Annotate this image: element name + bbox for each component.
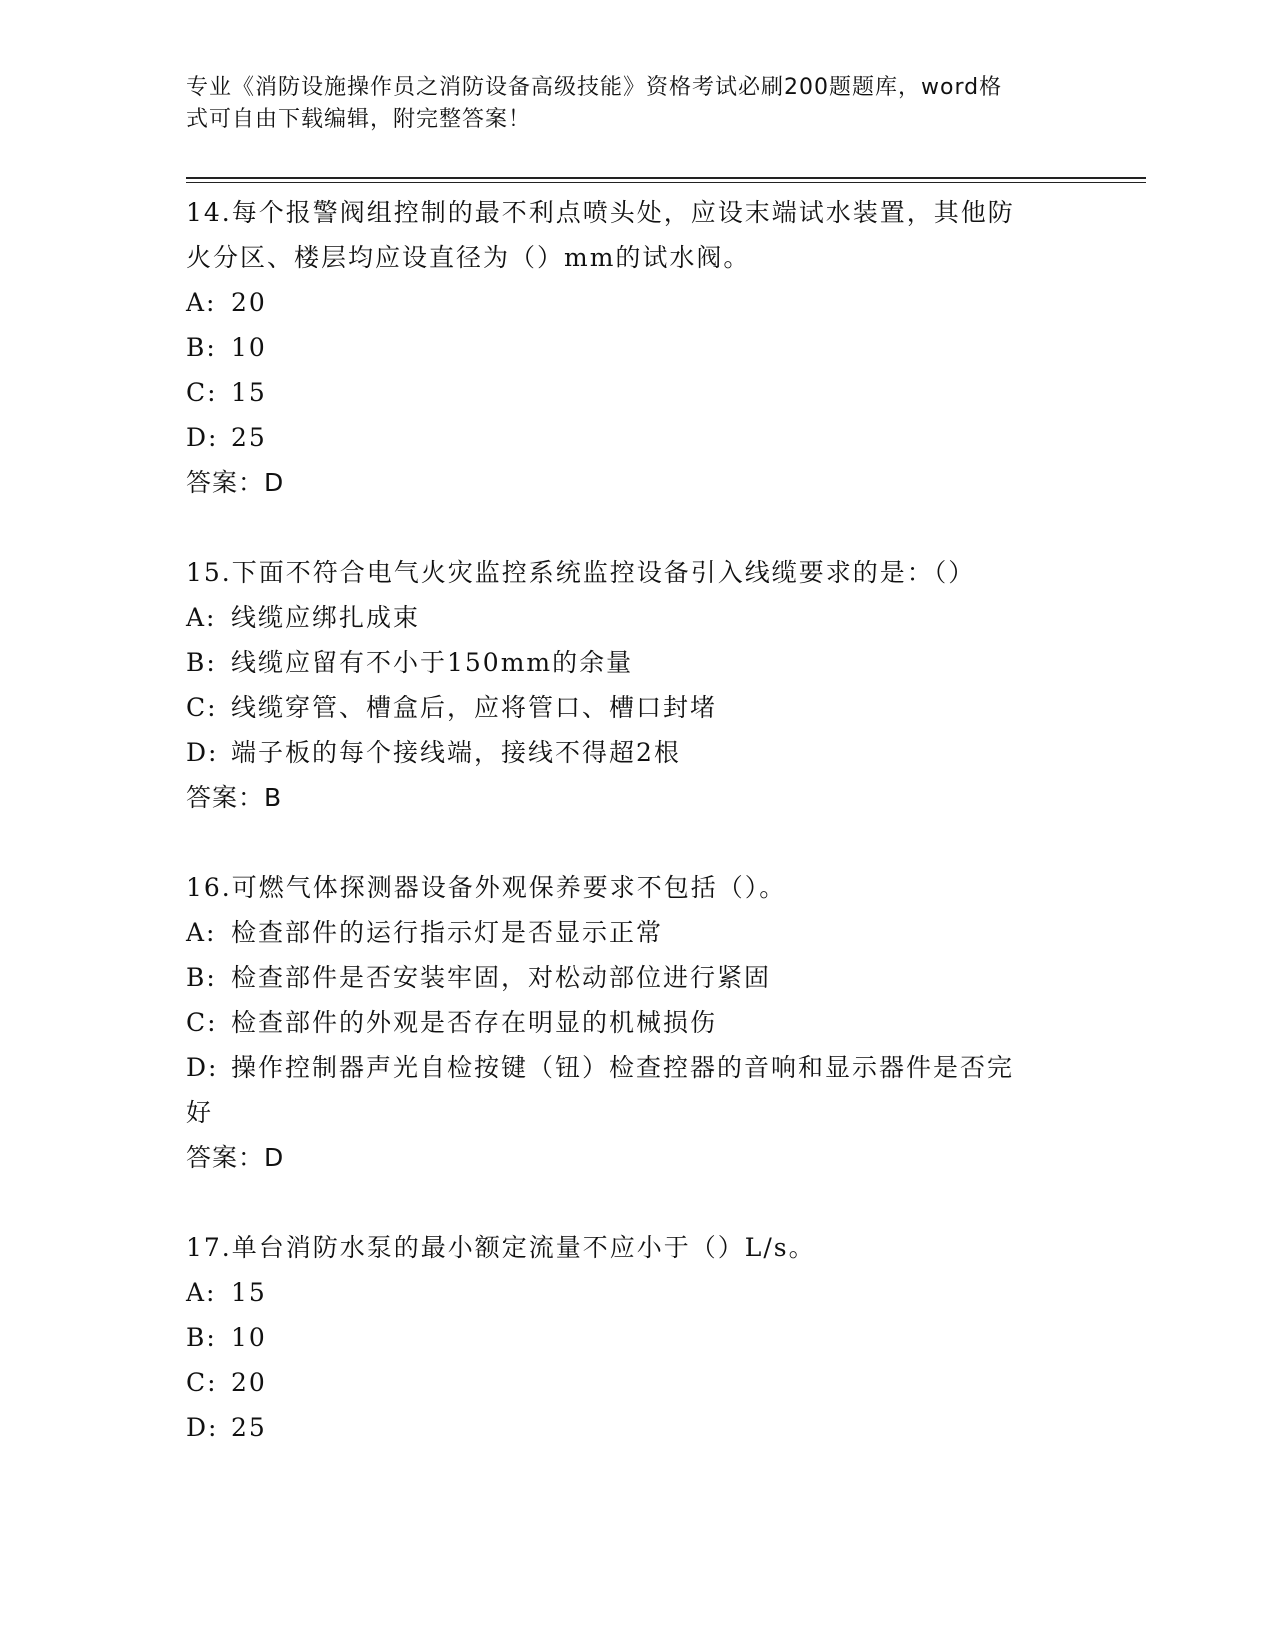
option-text: 15 — [231, 378, 267, 407]
answer-line: 答案：D — [186, 1143, 285, 1172]
option-text: 检查部件是否安装牢固，对松动部位进行紧固 — [231, 963, 772, 992]
option-b — [186, 955, 1086, 1000]
option-text: 10 — [231, 1323, 267, 1352]
question-spacer — [186, 1180, 1086, 1225]
option-text: 20 — [231, 1368, 267, 1397]
option-key: D: — [186, 1053, 219, 1082]
option-d-continuation: 好 — [186, 1098, 214, 1127]
option-text: 操作控制器声光自检按键（钮）检查控器的音响和显示器件是否完 — [231, 1053, 1015, 1082]
question-15 — [186, 550, 1086, 820]
option-a — [186, 595, 1086, 640]
question-list — [186, 190, 1086, 1450]
document-header — [186, 72, 1066, 136]
option-d — [186, 1045, 1086, 1090]
option-b — [186, 1315, 1086, 1360]
question-spacer — [186, 820, 1086, 865]
option-key: A: — [186, 603, 217, 632]
option-c — [186, 370, 1086, 415]
option-key: A: — [186, 1278, 217, 1307]
option-d — [186, 415, 1086, 460]
option-text: 15 — [231, 1278, 267, 1307]
question-spacer — [186, 505, 1086, 550]
option-c — [186, 1360, 1086, 1405]
question-stem-line: 16.可燃气体探测器设备外观保养要求不包括（）。 — [186, 873, 787, 902]
question-16 — [186, 865, 1086, 1180]
option-text: 线缆应留有不小于150mm的余量 — [231, 648, 634, 677]
option-key: D: — [186, 738, 219, 767]
option-key: C: — [186, 693, 218, 722]
option-text: 线缆穿管、槽盒后，应将管口、槽口封堵 — [231, 693, 718, 722]
option-key: B: — [186, 1323, 217, 1352]
option-text: 25 — [231, 423, 267, 452]
option-text: 检查部件的运行指示灯是否显示正常 — [231, 918, 664, 947]
option-key: C: — [186, 378, 218, 407]
option-key: A: — [186, 288, 217, 317]
option-text: 端子板的每个接线端，接线不得超2根 — [231, 738, 681, 767]
option-d — [186, 1405, 1086, 1450]
option-c — [186, 1000, 1086, 1045]
option-key: C: — [186, 1008, 218, 1037]
question-stem-line: 17.单台消防水泵的最小额定流量不应小于（）L/s。 — [186, 1233, 816, 1262]
option-a — [186, 280, 1086, 325]
option-b — [186, 640, 1086, 685]
option-key: B: — [186, 333, 217, 362]
option-key: D: — [186, 1413, 219, 1442]
header-line-1: 专业《消防设施操作员之消防设备高级技能》资格考试必刷200题题库，word格 — [186, 75, 1003, 100]
option-a — [186, 910, 1086, 955]
option-text: 10 — [231, 333, 267, 362]
header-line-2: 式可自由下载编辑，附完整答案！ — [186, 107, 532, 132]
answer-line: 答案：B — [186, 783, 283, 812]
option-b — [186, 325, 1086, 370]
answer-line: 答案：D — [186, 468, 285, 497]
option-d — [186, 730, 1086, 775]
option-key: B: — [186, 648, 217, 677]
question-17 — [186, 1225, 1086, 1450]
question-stem-line: 15.下面不符合电气火灾监控系统监控设备引入线缆要求的是：（） — [186, 558, 976, 587]
option-text: 20 — [231, 288, 267, 317]
option-key: D: — [186, 423, 219, 452]
header-divider-thin — [186, 182, 1146, 183]
header-divider-thick — [186, 177, 1146, 179]
option-key: C: — [186, 1368, 218, 1397]
option-a — [186, 1270, 1086, 1315]
question-stem-line: 火分区、楼层均应设直径为（）mm的试水阀。 — [186, 243, 751, 272]
question-14 — [186, 190, 1086, 505]
option-text: 检查部件的外观是否存在明显的机械损伤 — [231, 1008, 718, 1037]
option-c — [186, 685, 1086, 730]
question-stem-line: 14.每个报警阀组控制的最不利点喷头处，应设末端试水装置，其他防 — [186, 198, 1015, 227]
option-key: B: — [186, 963, 217, 992]
option-key: A: — [186, 918, 217, 947]
option-text: 线缆应绑扎成束 — [231, 603, 421, 632]
option-text: 25 — [231, 1413, 267, 1442]
